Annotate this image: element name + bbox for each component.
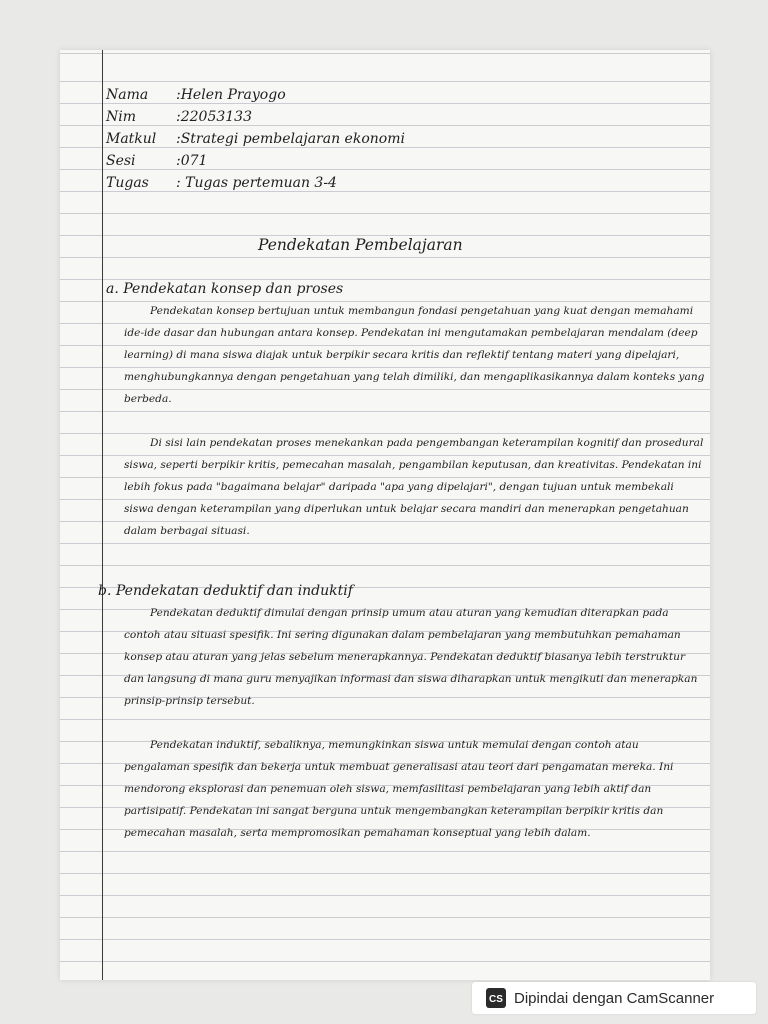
section-b-paragraph-2: Pendekatan induktif, sebaliknya, memungkinkan siswa untuk memulai dengan contoh atau pengalaman spesifik dan bekerja untuk membuat generalisasi atau teori dari pengamatan mereka. Ini mendorong eksplorasi dan penemuan oleh siswa, memfasilitasi pembelajaran yang lebih aktif dan partisipatif. Pendekatan ini sangat berguna untuk mengembangkan keterampilan berpikir kritis dan pemecahan masalah, serta mempromosikan pemahaman konseptual yang lebih dalam. [124, 739, 674, 839]
info-row-nim [106, 106, 405, 128]
logo-text: CS [489, 994, 503, 1005]
info-value: : Tugas pertemuan 3-4 [176, 175, 337, 191]
info-value: :Strategi pembelajaran ekonomi [176, 131, 405, 147]
info-label: Nama [106, 87, 149, 103]
info-label: Matkul [106, 131, 157, 147]
info-row-name [106, 84, 405, 106]
info-value: :071 [176, 153, 208, 169]
section-a-heading: a. Pendekatan konsep dan proses [106, 281, 344, 297]
camscanner-watermark [472, 982, 756, 1014]
info-row-assignment [106, 172, 405, 194]
section-b-paragraph-1: Pendekatan deduktif dimulai dengan prinsip umum atau aturan yang kemudian diterapkan pada contoh atau situasi spesifik. Ini sering digunakan dalam pembelajaran yang membutuhkan pemahaman konsep atau aturan yang jelas sebelum menerapkannya. Pendekatan deduktif biasanya lebih terstruktur dan langsung di mana guru menyajikan informasi dan siswa diharapkan untuk mengikuti dan menerapkan prinsip-prinsip tersebut. [124, 607, 698, 707]
info-value: :Helen Prayogo [176, 87, 286, 103]
info-label: Sesi [106, 153, 136, 169]
page-title: Pendekatan Pembelajaran [258, 236, 463, 254]
info-label: Tugas [106, 175, 149, 191]
info-label: Nim [106, 109, 137, 125]
info-value: :22053133 [176, 109, 252, 125]
info-row-course [106, 128, 405, 150]
margin-line [102, 50, 103, 980]
camscanner-logo-icon [486, 988, 506, 1008]
watermark-text: Dipindai dengan CamScanner [514, 989, 715, 1007]
section-a-paragraph-1: Pendekatan konsep bertujuan untuk membangun fondasi pengetahuan yang kuat dengan memahami ide-ide dasar dan hubungan antara konsep. Pendekatan ini mengutamakan pembelajaran mendalam (deep learning) di mana siswa diajak untuk berpikir secara kritis dan reflektif tentang materi yang dipelajari, menghubungkannya dengan pengetahuan yang telah dimiliki, dan mengaplikasikannya dalam konteks yang berbeda. [124, 305, 705, 405]
info-row-session [106, 150, 405, 172]
section-a-paragraph-2: Di sisi lain pendekatan proses menekankan pada pengembangan keterampilan kognitif dan prosedural siswa, seperti berpikir kritis, pemecahan masalah, pengambilan keputusan, dan kreativitas. Pendekatan ini lebih fokus pada "bagaimana belajar" daripada "apa yang dipelajari", dengan tujuan untuk membekali siswa dengan keterampilan yang diperlukan untuk belajar secara mandiri dan menerapkan pengetahuan dalam berbagai situasi. [124, 437, 704, 537]
student-info [106, 84, 405, 194]
notebook-page [60, 50, 710, 980]
section-b-heading: b. Pendekatan deduktif dan induktif [98, 583, 353, 599]
